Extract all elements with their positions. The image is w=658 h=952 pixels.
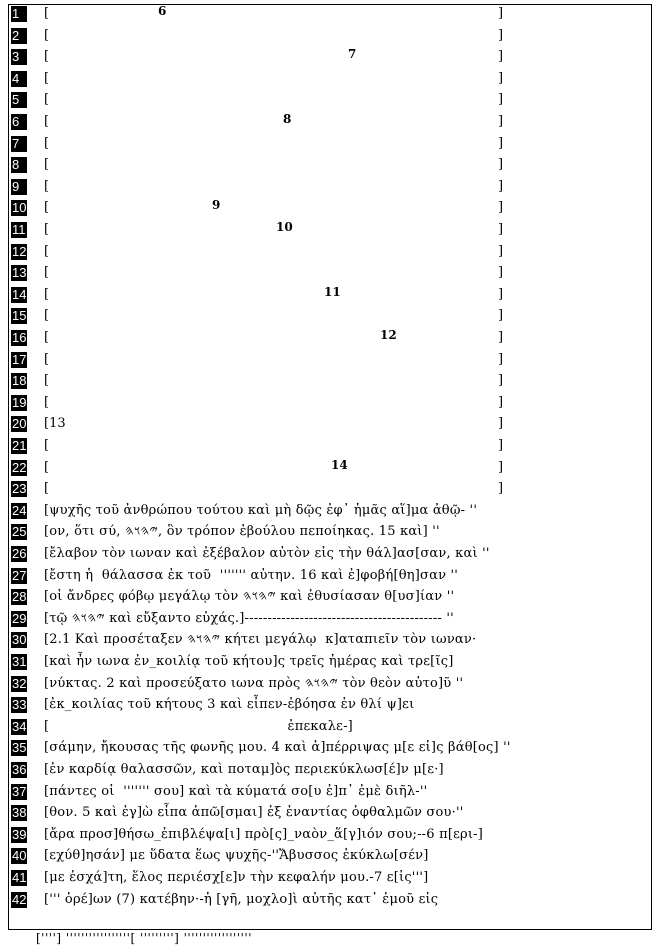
line-number: 2 (11, 28, 27, 44)
line-number: 23 (12, 481, 27, 497)
line-text: [πάντες οἱ ''''''' σου] καὶ τὰ κύματά σο[υ ἐ]π᾽ ἐμὲ διῆλ-'' (44, 783, 428, 799)
left-bracket: [ (44, 157, 50, 173)
line-text: [ ἐπεκαλε-] (44, 718, 353, 734)
right-bracket: ] (498, 330, 504, 345)
line (8, 522, 648, 543)
fragment-number: 7 (348, 47, 357, 62)
line (8, 695, 648, 716)
line-number: 35 (12, 740, 27, 756)
line-text: [εχύθ]ησάν] με ὕδατα ἕως ψυχῆς-''Ἄβυσσος ἐκύκλω[σέν] (44, 848, 429, 864)
line (8, 69, 648, 90)
line-text: [ἐν καρδίᾳ θαλασσῶν, καὶ ποταμ]ὸς περιεκύκλωσ[έ]ν μ[ε·] (44, 762, 444, 777)
line (8, 479, 648, 500)
right-bracket: ] (498, 373, 504, 389)
line-number: 25 (12, 524, 27, 540)
right-bracket: ] (498, 243, 504, 259)
line-number: 42 (12, 891, 27, 907)
left-bracket: [ (44, 27, 50, 43)
line-text: [σάμην, ἤκουσας τῆς φωνῆς μου. 4 καὶ ἀ]πέρριψας μ[ε εἰ]ς βάθ[ος] '' (44, 740, 511, 756)
line-text: [ἔλαβον τὸν ιωναν καὶ ἐξέβαλον αὐτὸν εἰς τὴν θάλ]ασ[σαν, καὶ '' (44, 546, 490, 561)
right-bracket: ] (498, 70, 504, 86)
left-bracket: [ (44, 308, 50, 324)
line (8, 263, 648, 284)
left-bracket: [ (44, 330, 50, 345)
right-bracket: ] (498, 135, 504, 151)
line (8, 760, 648, 781)
line-number: 5 (11, 92, 27, 108)
line (8, 652, 648, 673)
fragment-number: 12 (380, 328, 397, 342)
line-number: 14 (12, 286, 27, 302)
fragment-number: 8 (283, 112, 292, 126)
left-bracket: [ (44, 481, 50, 497)
right-bracket: ] (498, 459, 504, 475)
line-number: 11 (12, 222, 26, 237)
line (8, 609, 648, 630)
left-bracket: [ (44, 373, 50, 389)
line-number: 19 (12, 394, 27, 410)
line (8, 112, 648, 133)
line (8, 738, 648, 759)
line-number: 39 (12, 826, 27, 842)
right-bracket: ] (498, 6, 504, 21)
line (8, 350, 648, 371)
line-number: 34 (12, 718, 27, 734)
line-text: [οἱ ἄνδρες φόβῳ μεγάλῳ τὸν 𐤉𐤄𐤅𐤄 καὶ ἐθυσίασαν θ[υσ]ίαν '' (44, 589, 455, 605)
line (8, 868, 648, 889)
right-bracket: ] (498, 27, 504, 43)
left-bracket: [ (44, 49, 50, 65)
line-number: 37 (12, 783, 27, 799)
left-bracket: [ (44, 178, 50, 194)
line (8, 90, 648, 111)
line-number: 12 (12, 243, 27, 259)
line-number: 27 (12, 567, 27, 583)
fragment-number: 9 (212, 198, 221, 213)
left-bracket: [ (44, 243, 50, 259)
line (8, 328, 648, 349)
line-text: [''' ὀρέ]ων (7) κατέβην·-ἡ [γῆ, μοχλο]ὶ αὐτῆς κατ᾽ ἐμοῦ εἰς (44, 891, 439, 907)
line-text: [νύκτας. 2 καὶ προσεύξατο ιωνα πρὸς 𐤉𐤄𐤅𐤄 τὸν θεὸν αὐτο]ῦ '' (44, 675, 464, 691)
line (8, 26, 648, 47)
line-number: 28 (12, 589, 27, 605)
line-number: 33 (12, 697, 27, 713)
line (8, 155, 648, 176)
line-text: [θον. 5 καὶ ἐγ]ὼ εἶπα ἀπῶ[σμαι] ἐξ ἐναντίας ὀφθαλμῶν σου·'' (44, 805, 464, 821)
line (8, 220, 648, 241)
line-text: [καὶ ἦν ιωνα ἐν_κοιλίᾳ τοῦ κήτου]ς τρεῖς ἡμέρας καὶ τρε[ῖς] (44, 654, 454, 669)
line-number: 10 (12, 200, 27, 216)
line-number: 36 (12, 762, 27, 777)
line (8, 393, 648, 414)
line-text: [ψυχῆς τοῦ ἀνθρώπου τούτου καὶ μὴ δῷς ἐφ᾽ ἡμᾶς αἵ]μα ἀθῷ- '' (44, 502, 478, 518)
line (8, 242, 648, 263)
right-bracket: ] (498, 157, 504, 173)
line-number: 9 (11, 179, 27, 195)
line (8, 587, 648, 608)
line-number: 24 (12, 502, 27, 518)
line-text: [τῷ 𐤉𐤄𐤅𐤄 καὶ εὔξαντο εὐχάς.]------------------------------------------- '' (44, 610, 454, 626)
line (8, 890, 648, 911)
line (8, 414, 648, 435)
line-number: 6 (11, 114, 27, 130)
left-bracket: [ (44, 114, 50, 129)
line (8, 544, 648, 565)
right-bracket: ] (498, 481, 504, 497)
line (8, 47, 648, 68)
right-bracket: ] (498, 416, 504, 432)
line-text: [ἐκ_κοιλίας τοῦ κήτους 3 καὶ εἶπεν-ἐβόησα ἐν θλί ψ]ει (44, 697, 415, 713)
line-number: 17 (12, 351, 27, 367)
line-text: [με ἐσχά]τη, ἕλος περιέσχ[ε]ν τὴν κεφαλήν μου.-7 ε[ἰς'''] (44, 870, 429, 885)
line (8, 458, 648, 479)
line-number: 29 (12, 610, 27, 626)
line (8, 285, 648, 306)
line-number: 30 (12, 632, 27, 648)
line-number: 40 (12, 848, 27, 864)
line-text: [ἔστη ἡ θάλασσα ἐκ τοῦ ''''''' αὐτην. 16 καὶ ἐ]φοβή[θη]σαν '' (44, 567, 459, 583)
left-bracket: [ (44, 438, 50, 453)
line (8, 630, 648, 651)
line (8, 4, 648, 25)
right-bracket: ] (498, 265, 504, 281)
line-text: [ον, ὅτι σύ, 𐤉𐤄𐤅𐤄, ὃν τρόπον ἐβούλου πεποίηκας. 15 καὶ] '' (44, 524, 440, 540)
right-bracket: ] (498, 438, 504, 453)
line (8, 566, 648, 587)
left-bracket: [ (44, 70, 50, 86)
line (8, 371, 648, 392)
left-bracket: [ (44, 135, 50, 151)
line (8, 674, 648, 695)
left-bracket: [ (44, 286, 50, 302)
line (8, 501, 648, 522)
left-bracket: [ (44, 200, 50, 216)
line (8, 306, 648, 327)
right-bracket: ] (498, 308, 504, 324)
line-number: 26 (12, 546, 27, 561)
left-bracket: [ (44, 6, 50, 21)
right-bracket: ] (498, 92, 504, 108)
line (8, 198, 648, 219)
line-number: 8 (11, 157, 27, 173)
right-bracket: ] (498, 49, 504, 65)
line-text: [2.1 Καὶ προσέταξεν 𐤉𐤄𐤅𐤄 κήτει μεγάλῳ κ]αταπιεῖν τὸν ιωναν· (44, 632, 477, 648)
left-bracket: [ (44, 222, 50, 237)
left-bracket: [ (44, 92, 50, 108)
right-bracket: ] (498, 200, 504, 216)
line-number: 15 (12, 308, 27, 324)
line-number: 22 (12, 459, 27, 475)
right-bracket: ] (498, 222, 504, 237)
fragment-number: 10 (276, 220, 293, 234)
line (8, 782, 648, 803)
line-number: 32 (12, 675, 27, 691)
right-bracket: ] (498, 351, 504, 367)
left-bracket: [ (44, 265, 50, 281)
line-number: 7 (11, 136, 27, 152)
line-number: 41 (12, 870, 27, 885)
line-text: [ἄρα προσ]θήσω_ἐπιβλέψα[ι] πρὸ[ς]_ναὸν_ἅ[γ]ιόν σου;--6 π[ερι-] (44, 826, 484, 842)
line-number: 16 (12, 330, 27, 345)
fragment-number: 6 (158, 4, 167, 18)
fragment-number: 14 (331, 457, 348, 472)
line-number: 3 (11, 49, 27, 65)
left-bracket: [ (44, 394, 50, 410)
line (8, 717, 648, 738)
line-number: 31 (12, 654, 27, 669)
line (8, 436, 648, 457)
right-bracket: ] (498, 394, 504, 410)
line (8, 825, 648, 846)
left-bracket: [13 (44, 416, 66, 432)
right-bracket: ] (498, 178, 504, 194)
left-bracket: [ (44, 351, 50, 367)
line (8, 134, 648, 155)
line (8, 177, 648, 198)
line-number: 1 (11, 6, 27, 22)
fragment-number: 11 (324, 284, 341, 299)
footer-line: [''''] '''''''''''''''''[ '''''''''] '''''''''''''''''' (36, 931, 253, 945)
line-number: 18 (12, 373, 27, 389)
line-number: 13 (12, 265, 27, 281)
line-number: 20 (12, 416, 27, 432)
line-number: 21 (12, 438, 27, 453)
line-number: 38 (12, 805, 27, 821)
line (8, 846, 648, 867)
right-bracket: ] (498, 114, 504, 129)
line (8, 803, 648, 824)
line-number: 4 (11, 71, 27, 87)
right-bracket: ] (498, 286, 504, 302)
left-bracket: [ (44, 459, 50, 475)
